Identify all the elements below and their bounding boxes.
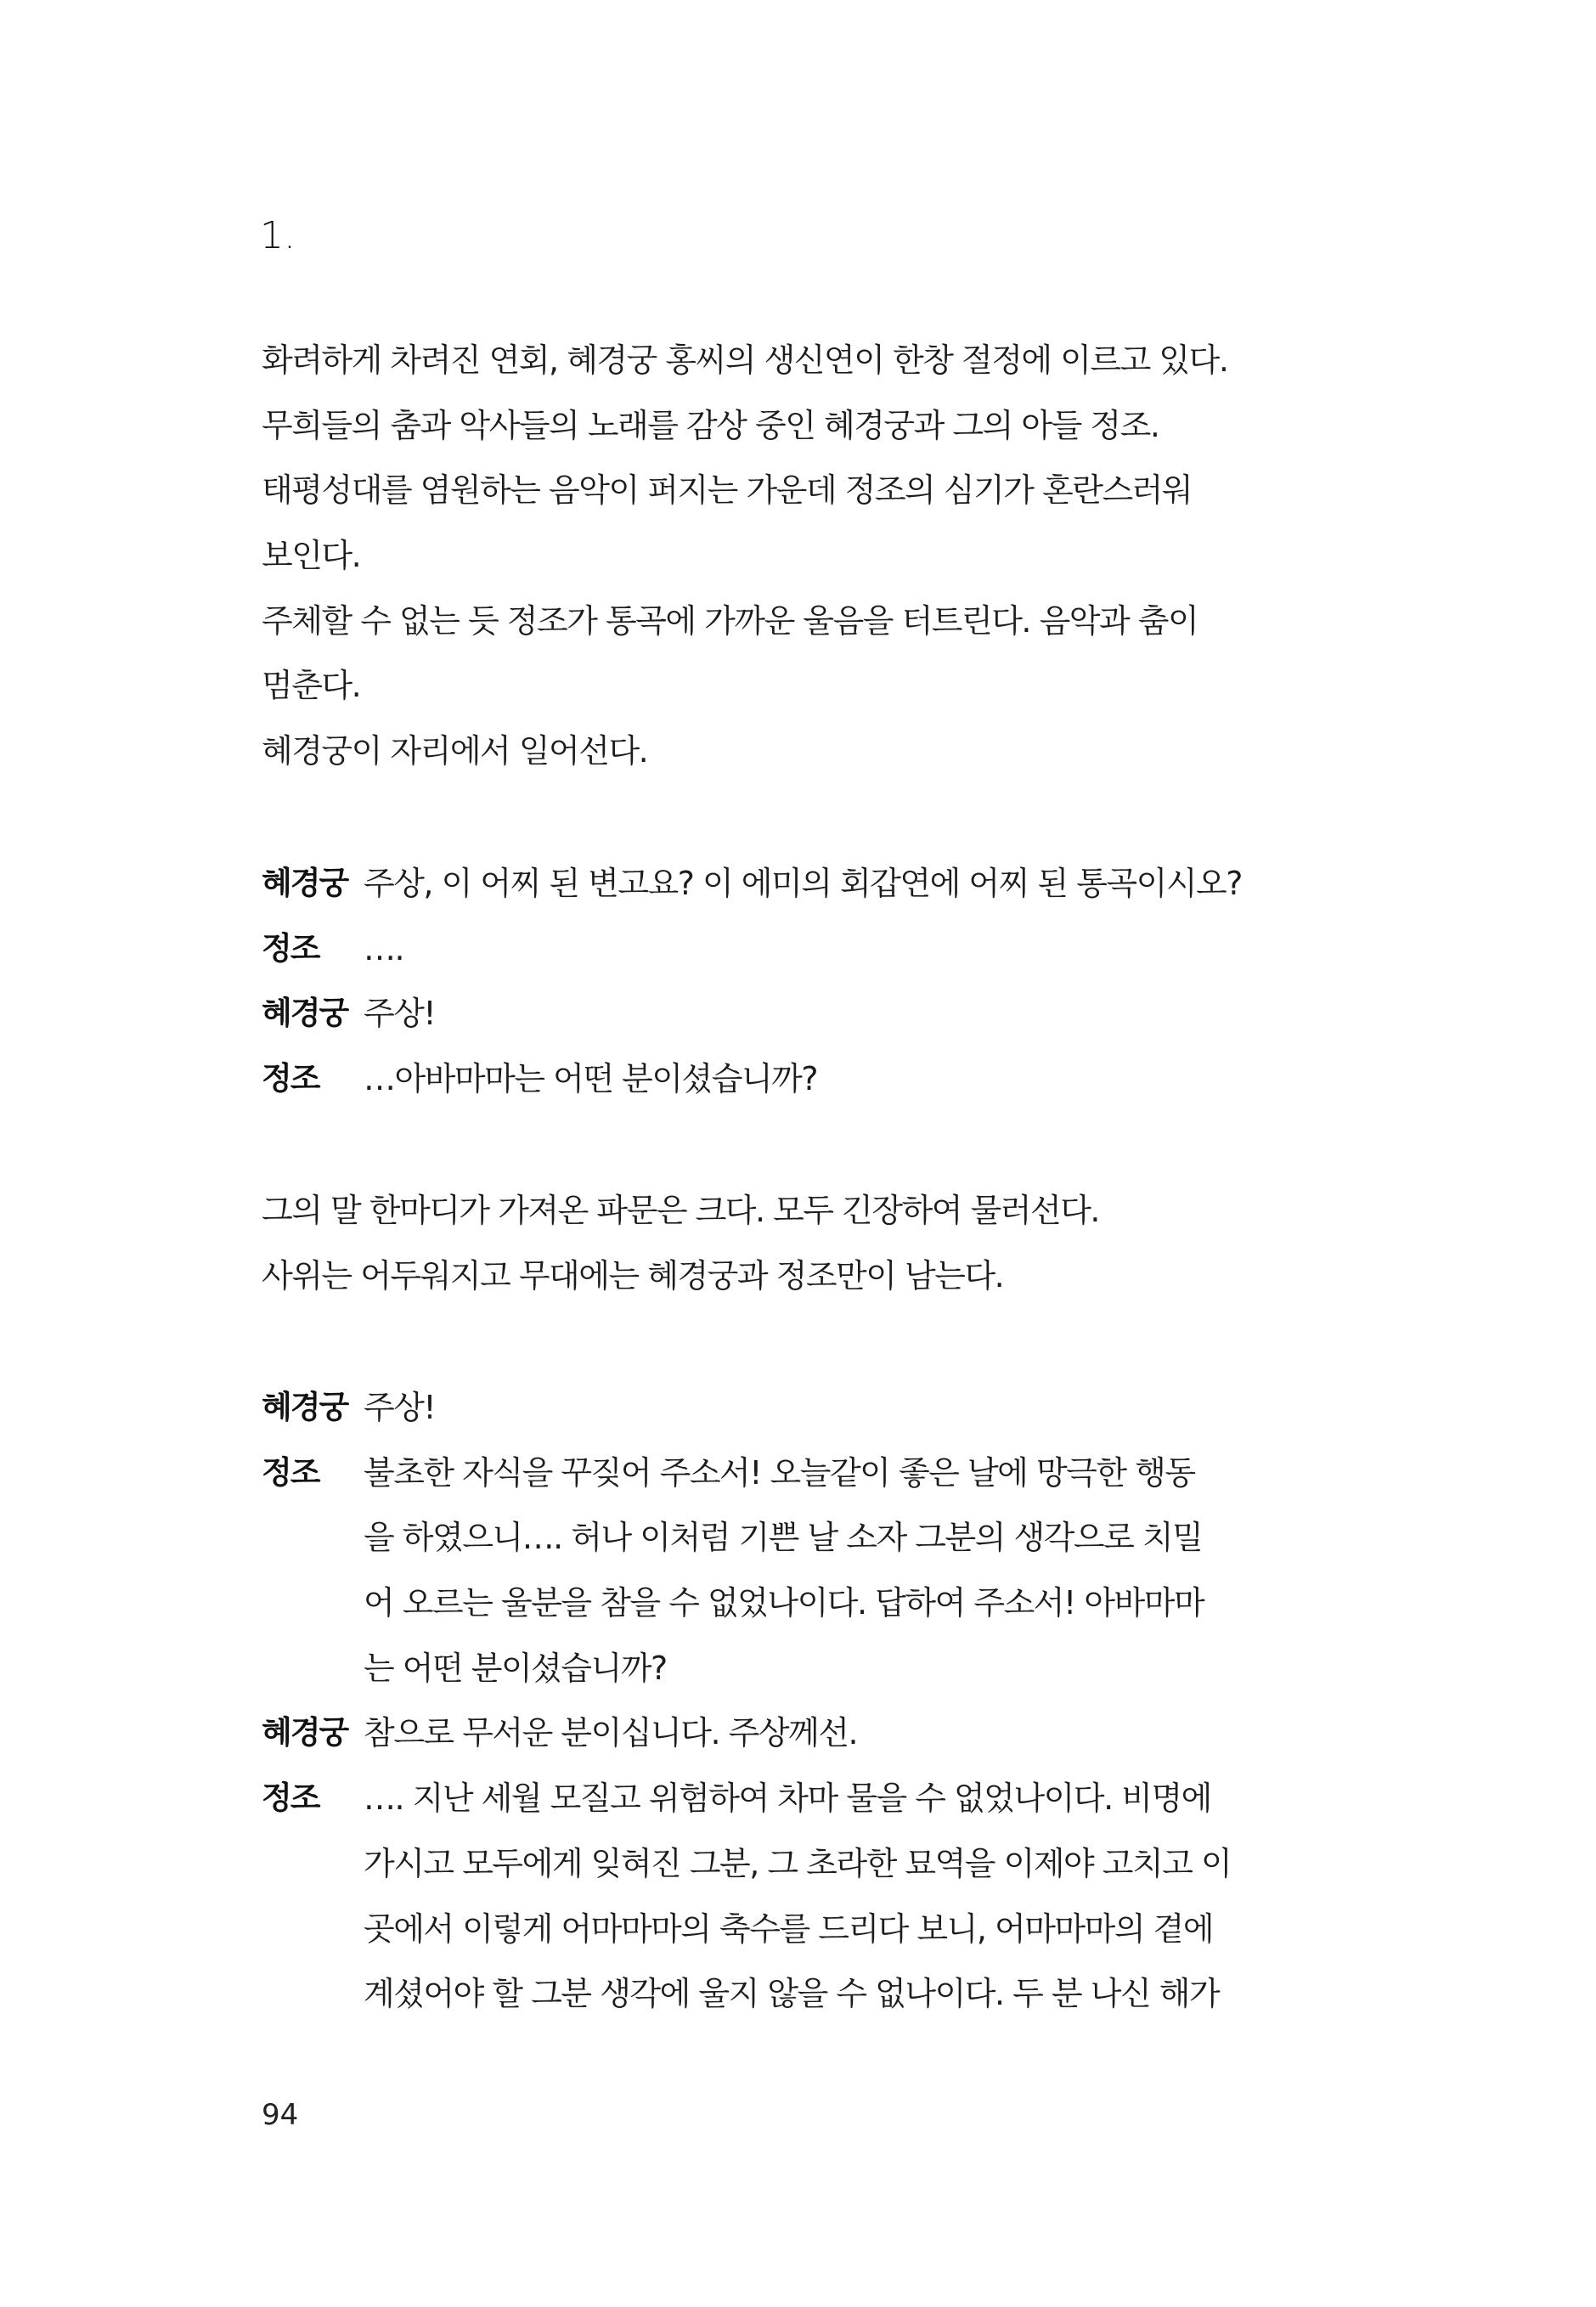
dialogue-entry [262, 917, 1264, 982]
dialogue-line: 주상! [364, 995, 436, 1033]
speaker-name: 혜경궁 [262, 1389, 348, 1425]
dialogue-entry [262, 1701, 1264, 1766]
stage-direction-line: 주체할 수 없는 듯 정조가 통곡에 가까운 울음을 터트린다. 음악과 춤이 [262, 601, 1198, 640]
dialogue-entry [262, 981, 1264, 1046]
dialogue-line: 계셨어야 할 그분 생각에 울지 않을 수 없나이다. 두 분 나신 해가 [364, 1975, 1220, 2013]
stage-direction-line: 멈춘다. [262, 667, 361, 705]
dialogue-block-2 [262, 1375, 1264, 2027]
dialogue-line: 어 오르는 울분을 참을 수 없었나이다. 답하여 주소서! 아바마마 [364, 1584, 1204, 1622]
stage-direction-line: 화려하게 차려진 연회, 혜경궁 홍씨의 생신연이 한창 절정에 이르고 있다. [262, 341, 1228, 379]
speaker-name: 혜경궁 [262, 865, 348, 901]
stage-direction-intro [262, 328, 1264, 784]
dialogue-line: 불초한 자식을 꾸짖어 주소서! 오늘같이 좋은 날에 망극한 행동 [364, 1453, 1195, 1492]
speaker-name: 정조 [262, 929, 319, 967]
page-number: 94 [262, 2098, 299, 2132]
dialogue-line: 주상! [364, 1389, 436, 1426]
stage-direction-line: 그의 말 한마디가 가져온 파문은 크다. 모두 긴장하여 물러선다. [262, 1192, 1099, 1229]
stage-direction-middle [262, 1178, 1264, 1308]
stage-direction-line: 혜경궁이 자리에서 일어선다. [262, 732, 648, 770]
dialogue-entry [262, 1766, 1264, 2027]
dialogue-line: …. 지난 세월 모질고 위험하여 차마 물을 수 없었나이다. 비명에 [364, 1780, 1211, 1818]
dialogue-line: 곳에서 이렇게 어마마마의 축수를 드리다 보니, 어마마마의 곁에 [364, 1909, 1214, 1948]
dialogue-line: 가시고 모두에게 잊혀진 그분, 그 초라한 묘역을 이제야 고치고 이 [364, 1844, 1232, 1882]
speaker-name: 정조 [262, 1060, 319, 1097]
dialogue-line: 는 어떤 분이셨습니까? [364, 1649, 667, 1687]
dialogue-entry [262, 851, 1264, 917]
dialogue-line: 참으로 무서운 분이십니다. 주상께선. [364, 1714, 858, 1752]
dialogue-entry [262, 1046, 1264, 1112]
dialogue-line: …아바마마는 어떤 분이셨습니까? [364, 1060, 818, 1098]
dialogue-block-1 [262, 851, 1264, 1112]
speaker-name: 혜경궁 [262, 1714, 348, 1751]
speaker-name: 정조 [262, 1780, 319, 1817]
stage-direction-line: 보인다. [262, 537, 361, 575]
dialogue-entry [262, 1441, 1264, 1701]
dialogue-entry [262, 1375, 1264, 1441]
section-number: 1. [260, 214, 296, 257]
stage-direction-line: 무희들의 춤과 악사들의 노래를 감상 중인 혜경궁과 그의 아들 정조. [262, 406, 1159, 444]
dialogue-line: 주상, 이 어찌 된 변고요? 이 에미의 회갑연에 어찌 된 통곡이시오? [364, 865, 1242, 902]
speaker-name: 정조 [262, 1453, 319, 1491]
stage-direction-line: 사위는 어두워지고 무대에는 혜경궁과 정조만이 남는다. [262, 1256, 1004, 1295]
stage-direction-line: 태평성대를 염원하는 음악이 퍼지는 가운데 정조의 심기가 혼란스러워 [262, 471, 1193, 510]
dialogue-line: 을 하였으니…. 허나 이처럼 기쁜 날 소자 그분의 생각으로 치밀 [364, 1519, 1203, 1557]
speaker-name: 혜경궁 [262, 995, 348, 1032]
dialogue-line: …. [364, 929, 404, 967]
